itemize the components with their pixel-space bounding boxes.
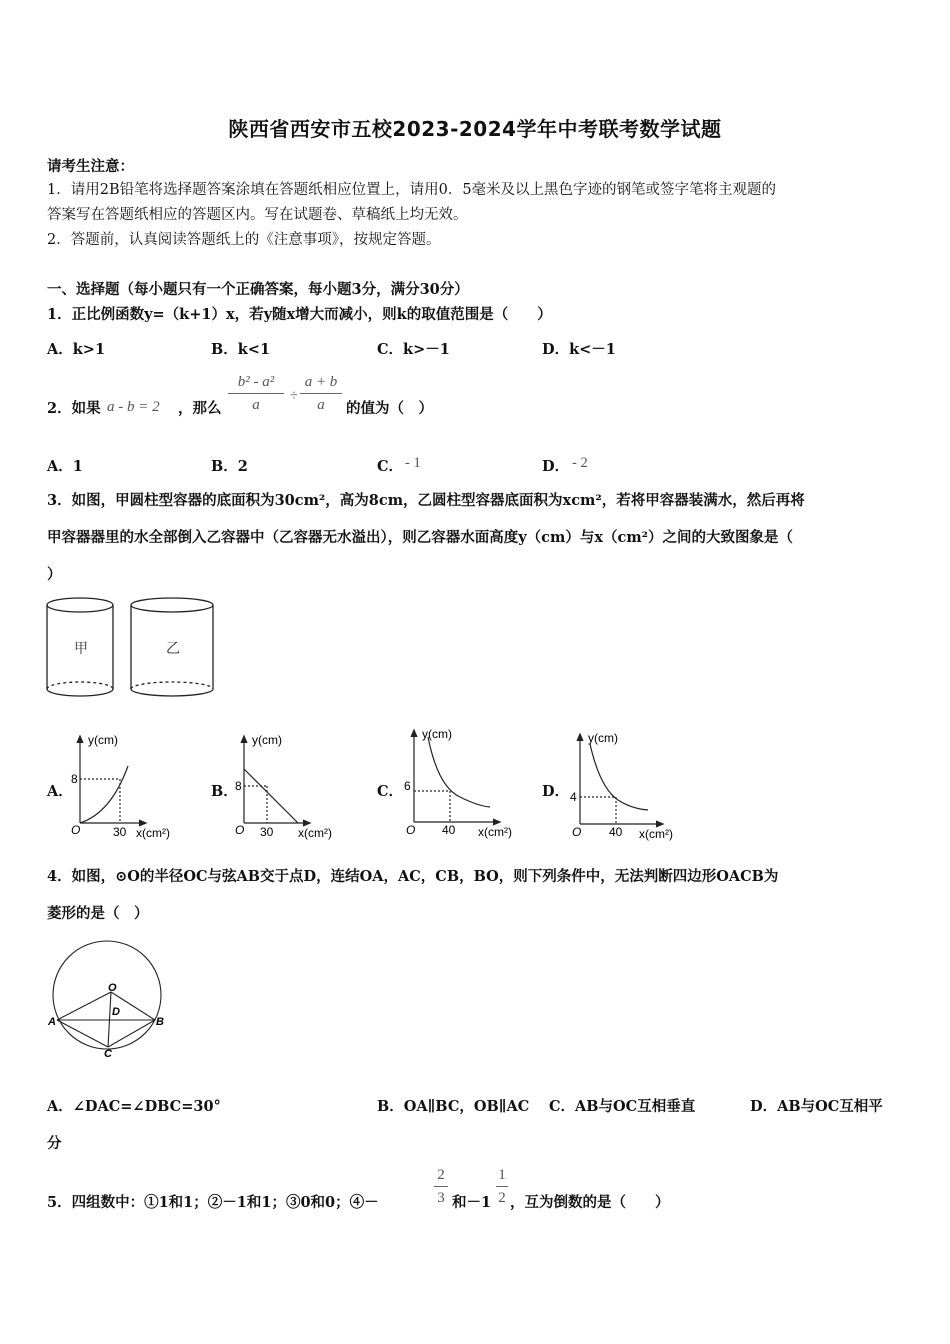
q4-option-d: D．AB与OC互相平 (750, 1098, 883, 1115)
graph-a-x-label: x(cm²) (136, 826, 170, 840)
label-d: D (112, 1006, 120, 1018)
label-a: A (48, 1016, 56, 1028)
label-b: B (156, 1016, 164, 1028)
q3-graph-a (66, 728, 186, 843)
q4-option-b: B．OA∥BC，OB∥AC (377, 1098, 530, 1115)
q5-fraction-1-numerator: 2 (437, 1167, 445, 1183)
graph-c-origin: O (406, 823, 416, 837)
question-4-line-1: 4．如图，⊙O的半径OC与弦AB交于点D，连结OA，AC，CB，BO，则下列条件中，无法判断四边形OACB为 (47, 868, 779, 885)
graph-c-y-label: y(cm) (422, 727, 452, 741)
q2-fraction-1-numerator: b² - a² (237, 374, 275, 390)
q2-fraction-1-denominator: a (252, 397, 260, 413)
graph-c-y-tick: 6 (404, 779, 411, 793)
q5-fraction-2-numerator: 1 (498, 1167, 506, 1183)
q2-suffix: 的值为（ ） (346, 400, 433, 417)
graph-a-y-tick: 8 (71, 772, 78, 786)
graph-a-x-tick: 30 (113, 825, 127, 839)
label-o: O (108, 982, 117, 994)
q2-option-c-value: - 1 (405, 455, 421, 471)
q2-fraction-1 (228, 372, 284, 415)
circle-figure (44, 935, 174, 1060)
q2-divide: ÷ (290, 388, 298, 404)
graph-b-x-tick: 30 (260, 825, 274, 839)
graph-b-y-tick: 8 (235, 779, 242, 793)
graph-c-x-tick: 40 (442, 823, 456, 837)
q2-option-b: B．2 (211, 458, 248, 475)
notice-heading: 请考生注意： (47, 158, 134, 175)
q1-option-d: D．k<－1 (542, 341, 616, 358)
question-3-line-1: 3．如图，甲圆柱型容器的底面积为30cm²，高为8cm，乙圆柱型容器底面积为xcm²，若将甲容器装满水，然后再将 (47, 492, 805, 509)
q2-fraction-2-denominator: a (317, 397, 325, 413)
q5-fraction-2 (496, 1165, 508, 1208)
q5-fraction-2-denominator: 2 (498, 1190, 506, 1206)
cylinders-figure (44, 595, 219, 705)
q5-fraction-1 (434, 1165, 448, 1208)
q1-option-a: A．k>1 (47, 341, 106, 358)
question-3-line-2: 甲容器器里的水全部倒入乙容器中（乙容器无水溢出），则乙容器水面高度y（cm）与x（cm²）之间的大致图象是（ (47, 529, 794, 546)
q4-option-a: A．∠DAC=∠DBC=30° (47, 1098, 221, 1115)
label-c: C (104, 1048, 112, 1060)
q2-fraction-2 (300, 372, 342, 415)
q4-option-c: C．AB与OC互相垂直 (549, 1098, 696, 1115)
graph-b-y-label: y(cm) (252, 733, 282, 747)
q2-option-d: D． (542, 458, 570, 475)
question-1-stem: 1．正比例函数y=（k+1）x，若y随x增大而减小，则k的取值范围是（ ） (47, 306, 552, 323)
q3-option-d: D． (542, 783, 570, 800)
page-title: 陕西省西安市五校2023-2024学年中考联考数学试题 (228, 117, 722, 141)
question-2-prefix: 2．如果 (47, 400, 101, 417)
q3-option-c: C． (377, 783, 404, 800)
q2-fraction-2-numerator: a + b (304, 374, 338, 390)
q2-then: ，那么 (178, 400, 222, 417)
question-3-line-3: ） (47, 566, 62, 583)
q5-suffix: ，互为倒数的是（ ） (510, 1194, 670, 1211)
graph-d-x-label: x(cm²) (639, 827, 673, 841)
graph-d-x-tick: 40 (609, 825, 623, 839)
graph-b-origin: O (235, 823, 245, 837)
notice-item-1-line-2: 答案写在答题纸相应的答题区内。写在试题卷、草稿纸上均无效。 (47, 207, 468, 223)
q1-option-b: B．k<1 (211, 341, 271, 358)
graph-b-x-label: x(cm²) (298, 826, 332, 840)
notice-item-1-line-1: 1．请用2B铅笔将选择题答案涂填在答题纸相应位置上，请用0．5毫米及以上黑色字迹的钢笔或签字笔将主观题的 (47, 182, 777, 198)
q5-fraction-1-denominator: 3 (437, 1190, 445, 1206)
q3-option-a: A． (47, 783, 73, 800)
graph-a-y-label: y(cm) (88, 733, 118, 747)
cylinder-label-jia: 甲 (74, 640, 88, 656)
graph-a-origin: O (71, 823, 81, 837)
q2-option-d-value: - 2 (572, 455, 588, 471)
graph-d-y-label: y(cm) (588, 731, 618, 745)
q3-graph-c (400, 722, 525, 840)
q1-option-c: C．k>－1 (377, 341, 450, 358)
notice-item-2: 2．答题前，认真阅读答题纸上的《注意事项》，按规定答题。 (47, 232, 441, 248)
q2-condition: a - b = 2 (107, 399, 160, 415)
question-5-stem: 5．四组数中：①1和1；②－1和1；③0和0；④－ (47, 1194, 379, 1211)
q2-option-c: C． (377, 458, 404, 475)
graph-c-x-label: x(cm²) (478, 825, 512, 839)
graph-d-y-tick: 4 (570, 790, 577, 804)
q3-graph-d (566, 726, 686, 842)
graph-d-origin: O (572, 825, 582, 839)
q3-graph-b (230, 728, 350, 843)
q4-option-d-continued: 分 (47, 1135, 62, 1152)
cylinder-label-yi: 乙 (166, 640, 180, 656)
q2-option-a: A．1 (47, 458, 83, 475)
section-heading: 一、选择题（每小题只有一个正确答案，每小题3分，满分30分） (47, 281, 469, 298)
q5-mid: 和－1 (452, 1194, 492, 1211)
question-4-line-2: 菱形的是（ ） (47, 905, 149, 922)
q3-option-b: B． (211, 783, 238, 800)
